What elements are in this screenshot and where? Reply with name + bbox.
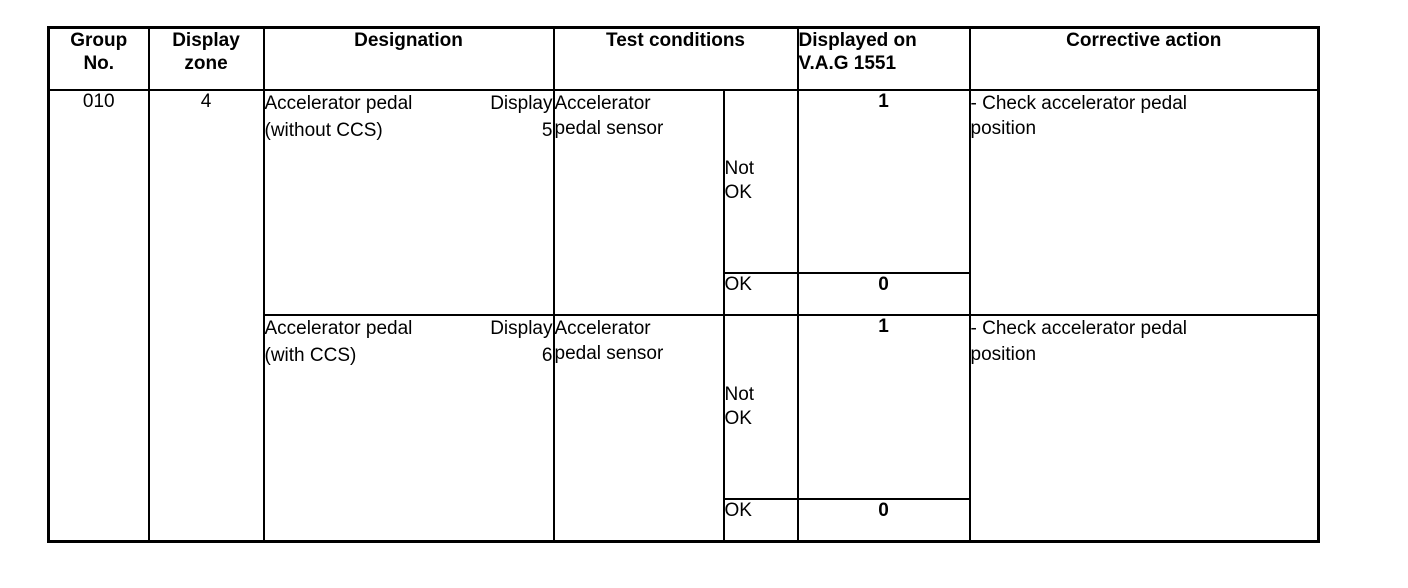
cell-status-not-ok [724, 315, 798, 498]
status-not-ok-line2: OK [724, 182, 752, 204]
header-designation: Designation [264, 28, 554, 90]
diagnostic-table [47, 26, 1320, 543]
header-group-no [49, 28, 149, 90]
cell-status-ok: OK [724, 273, 798, 315]
cell-test-condition [554, 315, 724, 541]
test-condition-line2: pedal sensor [554, 343, 664, 365]
cell-display-zone: 4 [149, 90, 264, 542]
test-condition-line2: pedal sensor [554, 117, 664, 139]
designation-display-label: Display [490, 318, 553, 340]
header-group-no-line2: No. [83, 53, 115, 75]
header-displayed-on-line2: V.A.G 1551 [798, 53, 897, 75]
diagnostic-table-wrapper [47, 26, 1317, 543]
header-displayed-on-line1: Displayed on [798, 30, 917, 51]
header-display-zone [149, 28, 264, 90]
header-row [49, 28, 1319, 90]
cell-corrective-action [970, 315, 1319, 541]
cell-status-ok: OK [724, 499, 798, 542]
cell-displayed-value-not-ok: 1 [798, 315, 970, 498]
corrective-action-line1: - Check accelerator pedal [970, 92, 1188, 114]
designation-sub: (without CCS) [264, 119, 383, 141]
test-condition-line1: Accelerator [554, 92, 651, 114]
status-not-ok-line2: OK [724, 407, 752, 429]
cell-test-condition [554, 90, 724, 316]
header-display-zone-line2: zone [184, 53, 228, 75]
designation-display-label: Display [490, 92, 553, 114]
header-display-zone-line1: Display [172, 30, 240, 51]
test-condition-line1: Accelerator [554, 318, 651, 340]
designation-number: 5 [541, 119, 553, 141]
cell-displayed-value-ok: 0 [798, 273, 970, 315]
table-body [49, 90, 1319, 542]
cell-status-not-ok [724, 90, 798, 273]
table-header [49, 28, 1319, 90]
designation-sub: (with CCS) [264, 345, 357, 367]
table-row [49, 90, 1319, 273]
header-test-conditions: Test conditions [554, 28, 798, 90]
cell-displayed-value-ok: 0 [798, 499, 970, 542]
cell-displayed-value-not-ok: 1 [798, 90, 970, 273]
header-group-no-line1: Group [70, 30, 128, 51]
cell-corrective-action [970, 90, 1319, 316]
status-not-ok-line1: Not [724, 158, 755, 180]
designation-name: Accelerator pedal [264, 92, 413, 114]
cell-designation [264, 315, 554, 541]
status-not-ok-line1: Not [724, 384, 755, 406]
designation-number: 6 [541, 345, 553, 367]
cell-group-no: 010 [49, 90, 149, 542]
header-displayed-on [798, 28, 970, 90]
designation-name: Accelerator pedal [264, 318, 413, 340]
corrective-action-line2: position [970, 343, 1037, 365]
cell-designation [264, 90, 554, 316]
header-corrective-action: Corrective action [970, 28, 1319, 90]
corrective-action-line1: - Check accelerator pedal [970, 318, 1188, 340]
corrective-action-line2: position [970, 118, 1037, 140]
